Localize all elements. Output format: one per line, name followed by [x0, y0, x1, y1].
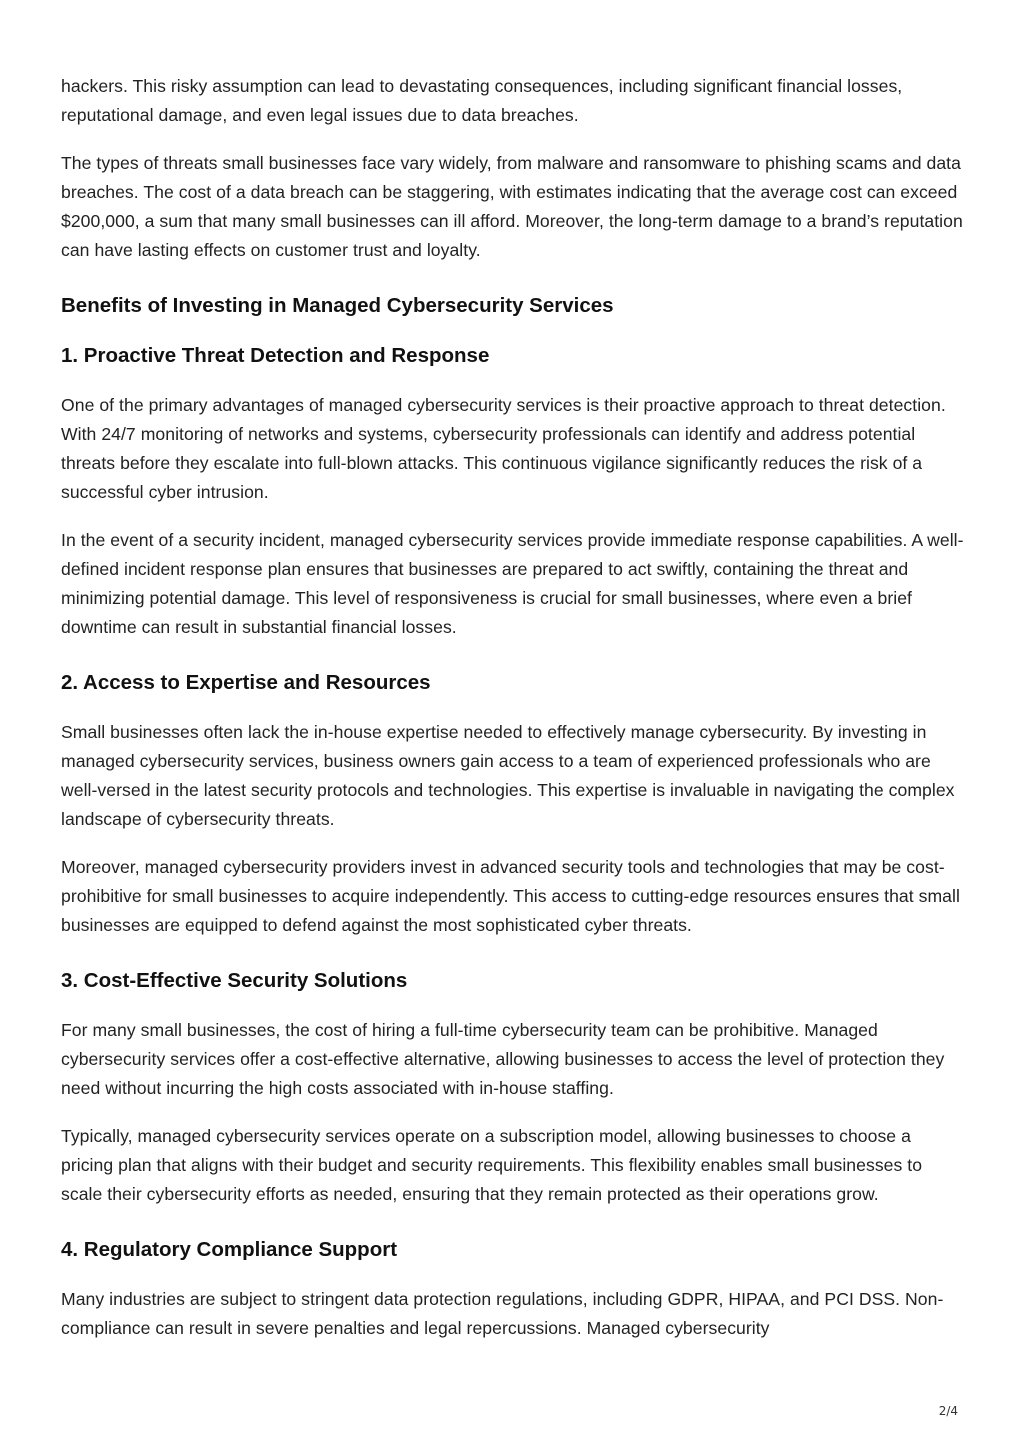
heading-regulatory-compliance: 4. Regulatory Compliance Support — [61, 1238, 398, 1261]
paragraph-regulatory-compliance: Many industries are subject to stringent data protection regulations, including GDPR, HIPAA, and PCI DSS. Non-compliance can result in severe penalties and legal repercussions. Managed cybersecurity — [61, 1289, 944, 1338]
paragraph-advanced-tools: Moreover, managed cybersecurity providers invest in advanced security tools and technologies that may be cost-prohibitive for small businesses to acquire independently. This access to cutting-edge resources ensures that small businesses are equipped to defend against the most sophisticated cyber threats. — [61, 857, 960, 935]
paragraph-subscription-model: Typically, managed cybersecurity services operate on a subscription model, allowing businesses to choose a pricing plan that aligns with their budget and security requirements. This flexibility enables small businesses to scale their cybersecurity efforts as needed, ensuring that they remain protected as their operations grow. — [61, 1126, 923, 1204]
paragraph-threat-types: The types of threats small businesses face vary widely, from malware and ransomware to phishing scams and data breaches. The cost of a data breach can be staggering, with estimates indicating that the average cost can exceed $200,000, a sum that many small businesses can ill afford. Moreover, the long-term damage to a brand’s reputation can have lasting effects on customer trust and loyalty. — [61, 153, 963, 260]
paragraph-breach-consequences: hackers. This risky assumption can lead to devastating consequences, including significant financial losses, reputational damage, and even legal issues due to data breaches. — [61, 76, 903, 125]
heading-access-to-expertise: 2. Access to Expertise and Resources — [61, 671, 431, 694]
paragraph-proactive-detection: One of the primary advantages of managed cybersecurity services is their proactive approach to threat detection. With 24/7 monitoring of networks and systems, cybersecurity professionals can identify and address potential threats before they escalate into full-blown attacks. This continuous vigilance significantly reduces the risk of a successful cyber intrusion. — [61, 395, 946, 502]
section-heading-benefits: Benefits of Investing in Managed Cybersecurity Services — [61, 294, 614, 317]
heading-proactive-threat-detection: 1. Proactive Threat Detection and Response — [61, 344, 490, 367]
heading-cost-effective: 3. Cost-Effective Security Solutions — [61, 969, 408, 992]
paragraph-cost-effective: For many small businesses, the cost of hiring a full-time cybersecurity team can be prohibitive. Managed cybersecurity services offer a cost-effective alternative, allowing businesses to access the level of protection they need without incurring the high costs associated with in-house staffing. — [61, 1020, 945, 1098]
paragraph-expertise: Small businesses often lack the in-house expertise needed to effectively manage cybersecurity. By investing in managed cybersecurity services, business owners gain access to a team of experienced professionals who are well-versed in the latest security protocols and technologies. This expertise is invaluable in navigating the complex landscape of cybersecurity threats. — [61, 722, 955, 829]
document-body — [61, 72, 967, 1362]
paragraph-incident-response: In the event of a security incident, managed cybersecurity services provide immediate response capabilities. A well-defined incident response plan ensures that businesses are prepared to act swiftly, containing the threat and minimizing potential damage. This level of responsiveness is crucial for small businesses, where even a brief downtime can result in substantial financial losses. — [61, 530, 964, 637]
page-number: 2/4 — [938, 1404, 958, 1418]
